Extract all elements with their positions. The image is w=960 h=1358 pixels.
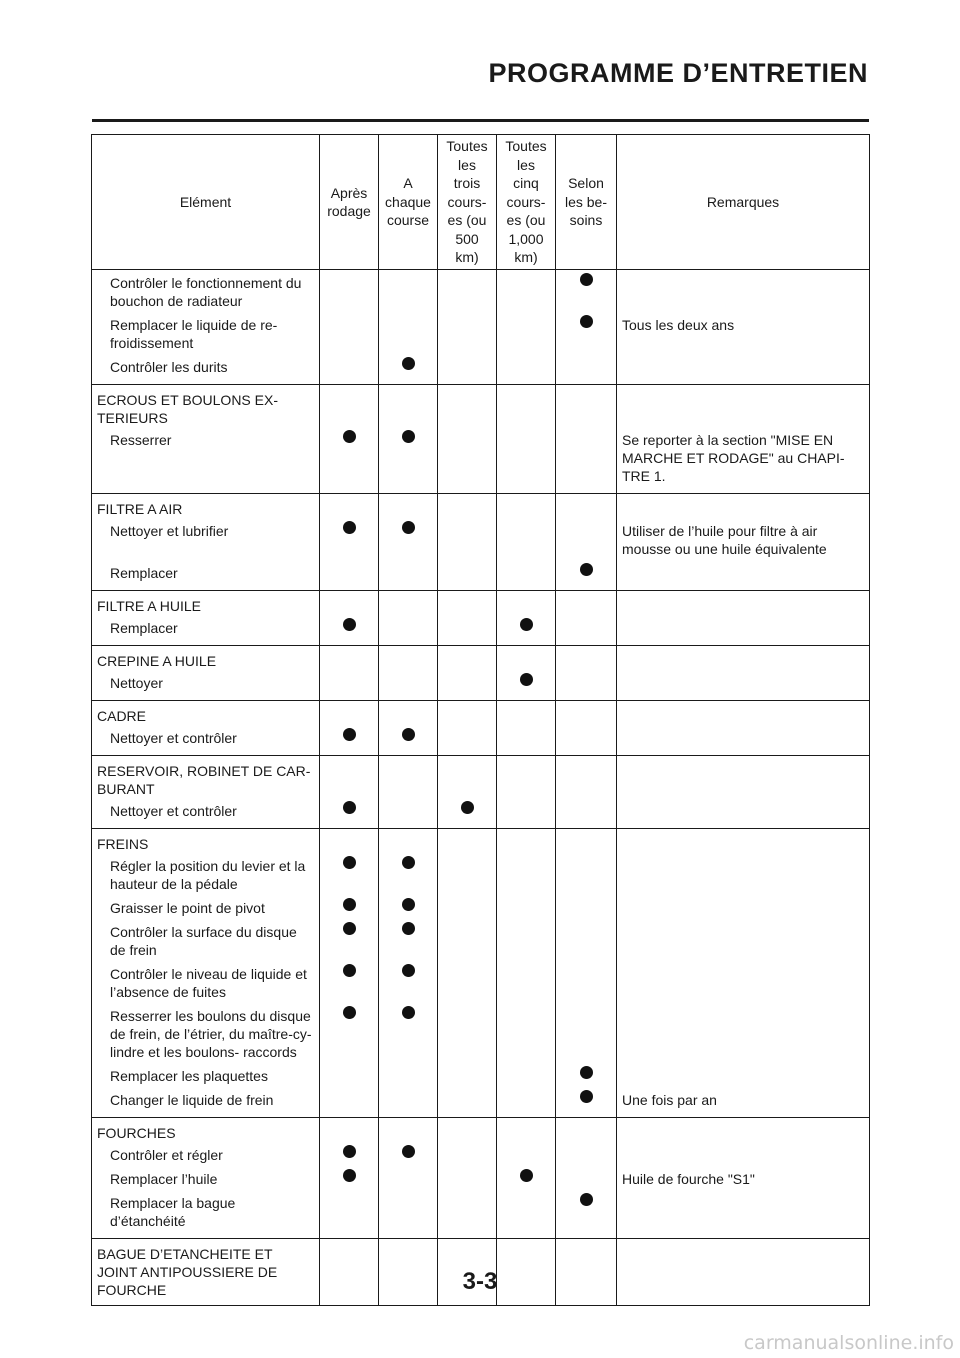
interval-cell [320, 829, 379, 1118]
interval-cell [379, 646, 438, 701]
table-row [92, 756, 870, 829]
group-title: CREPINE A HUILE [97, 653, 217, 669]
remarks-cell [617, 829, 870, 1118]
bullet-mark-icon [580, 1193, 593, 1206]
interval-cell [556, 756, 617, 829]
interval-cell [379, 591, 438, 646]
bullet-mark-icon [343, 922, 356, 935]
bullet-mark-icon [580, 315, 593, 328]
remarks-cell [617, 701, 870, 756]
interval-cell [379, 701, 438, 756]
element-cell [92, 591, 320, 646]
bullet-mark-icon [402, 922, 415, 935]
interval-cell [497, 756, 556, 829]
interval-cell [379, 494, 438, 591]
table-row [92, 494, 870, 591]
group-title: FREINS [97, 836, 149, 852]
column-header-5: Selon les be- soins [556, 135, 617, 270]
table-row [92, 646, 870, 701]
bullet-mark-icon [402, 1145, 415, 1158]
item-label: Contrôler le niveau de liquide et l’absence de fuites [110, 966, 307, 1000]
group-title: FILTRE A HUILE [97, 598, 201, 614]
item-label: Changer le liquide de frein [110, 1092, 274, 1108]
interval-cell [379, 270, 438, 385]
item-label: Remplacer la bague d’étanchéité [110, 1195, 236, 1229]
interval-cell [556, 270, 617, 385]
interval-cell [320, 494, 379, 591]
interval-cell [320, 591, 379, 646]
remarks-cell [617, 270, 870, 385]
group-title: BAGUE D’ETANCHEITE ET JOINT ANTIPOUSSIERE DE FOURCHE [97, 1246, 278, 1298]
remarks-cell [617, 591, 870, 646]
interval-cell [320, 646, 379, 701]
table-row [92, 829, 870, 1118]
interval-cell [556, 646, 617, 701]
element-cell [92, 385, 320, 494]
item-label: Nettoyer et lubrifier [110, 523, 229, 539]
interval-cell [497, 701, 556, 756]
element-cell [92, 756, 320, 829]
interval-cell [438, 756, 497, 829]
bullet-mark-icon [343, 898, 356, 911]
interval-cell [320, 385, 379, 494]
column-header-3: Toutes les trois cours- es (ou 500 km) [438, 135, 497, 270]
remarks-cell [617, 385, 870, 494]
bullet-mark-icon [402, 898, 415, 911]
element-cell [92, 1118, 320, 1239]
item-label: Contrôler et régler [110, 1147, 223, 1163]
interval-cell [438, 591, 497, 646]
interval-cell [556, 591, 617, 646]
bullet-mark-icon [343, 618, 356, 631]
interval-cell [497, 494, 556, 591]
table-row [92, 1118, 870, 1239]
remarks-cell [617, 646, 870, 701]
item-label: Remplacer le liquide de re- froidissement [110, 317, 278, 351]
interval-cell [497, 1118, 556, 1239]
element-cell [92, 270, 320, 385]
bullet-mark-icon [343, 521, 356, 534]
interval-cell [556, 494, 617, 591]
item-label: Remplacer [110, 565, 178, 581]
interval-cell [497, 591, 556, 646]
interval-cell [320, 270, 379, 385]
interval-cell [438, 1118, 497, 1239]
page-title: PROGRAMME D’ENTRETIEN [488, 58, 868, 88]
interval-cell [438, 270, 497, 385]
table-row [92, 701, 870, 756]
bullet-mark-icon [402, 728, 415, 741]
interval-cell [438, 385, 497, 494]
interval-cell [556, 385, 617, 494]
item-label: Nettoyer et contrôler [110, 803, 237, 819]
column-header-6: Remarques [617, 135, 870, 270]
table-row [92, 591, 870, 646]
table-header-row [92, 135, 870, 270]
interval-cell [379, 385, 438, 494]
group-title: FILTRE A AIR [97, 501, 183, 517]
bullet-mark-icon [343, 964, 356, 977]
bullet-mark-icon [402, 1006, 415, 1019]
interval-cell [556, 701, 617, 756]
interval-cell [379, 1118, 438, 1239]
remark-text: Tous les deux ans [622, 317, 735, 333]
interval-cell [320, 756, 379, 829]
element-cell [92, 494, 320, 591]
element-cell [92, 701, 320, 756]
group-title: FOURCHES [97, 1125, 176, 1141]
bullet-mark-icon [520, 618, 533, 631]
item-label: Nettoyer [110, 675, 163, 691]
item-label: Nettoyer et contrôler [110, 730, 237, 746]
bullet-mark-icon [520, 673, 533, 686]
interval-cell [438, 701, 497, 756]
remark-text: Une fois par an [622, 1092, 717, 1108]
item-label: Remplacer les plaquettes [110, 1068, 268, 1084]
remarks-cell [617, 494, 870, 591]
interval-cell [438, 494, 497, 591]
item-label: Contrôler le fonctionnement du bouchon de radiateur [110, 275, 302, 309]
bullet-mark-icon [580, 1090, 593, 1103]
group-title: CADRE [97, 708, 147, 724]
item-label: Régler la position du levier et la hauteur de la pédale [110, 858, 306, 892]
bullet-mark-icon [343, 1169, 356, 1182]
item-label: Resserrer les boulons du disque de frein, de l’étrier, du maître-cy- lindre et les boulons- raccords [110, 1008, 312, 1060]
interval-cell [497, 829, 556, 1118]
interval-cell [438, 829, 497, 1118]
item-label: Resserrer [110, 432, 172, 448]
item-label: Remplacer l’huile [110, 1171, 218, 1187]
table-row [92, 270, 870, 385]
title-divider [92, 119, 869, 122]
interval-cell [497, 385, 556, 494]
remarks-cell [617, 756, 870, 829]
interval-cell [379, 829, 438, 1118]
remark-text: Se reporter à la section "MISE EN MARCHE ET RODAGE" au CHAPI- TRE 1. [622, 432, 845, 484]
bullet-mark-icon [402, 430, 415, 443]
bullet-mark-icon [402, 964, 415, 977]
watermark: carmanualsonline.info [743, 1332, 954, 1354]
bullet-mark-icon [343, 728, 356, 741]
table-body [92, 270, 870, 1306]
bullet-mark-icon [402, 856, 415, 869]
bullet-mark-icon [343, 1145, 356, 1158]
interval-cell [379, 756, 438, 829]
interval-cell [556, 1118, 617, 1239]
column-header-1: Après rodage [320, 135, 379, 270]
bullet-mark-icon [520, 1169, 533, 1182]
interval-cell [438, 646, 497, 701]
bullet-mark-icon [580, 273, 593, 286]
interval-cell [497, 270, 556, 385]
bullet-mark-icon [461, 801, 474, 814]
item-label: Contrôler les durits [110, 359, 228, 375]
remarks-cell [617, 1118, 870, 1239]
bullet-mark-icon [343, 1006, 356, 1019]
bullet-mark-icon [580, 1066, 593, 1079]
bullet-mark-icon [580, 563, 593, 576]
element-cell [92, 829, 320, 1118]
page-number: 3-3 [462, 1268, 498, 1295]
interval-cell [320, 701, 379, 756]
interval-cell [556, 829, 617, 1118]
bullet-mark-icon [343, 856, 356, 869]
column-header-0: Elément [92, 135, 320, 270]
interval-cell [320, 1118, 379, 1239]
remark-text: Utiliser de l’huile pour filtre à air mousse ou une huile équivalente [622, 523, 827, 557]
group-title: ECROUS ET BOULONS EX- TERIEURS [97, 392, 279, 426]
remark-text: Huile de fourche "S1" [622, 1171, 755, 1187]
item-label: Graisser le point de pivot [110, 900, 265, 916]
group-title: RESERVOIR, ROBINET DE CAR- BURANT [97, 763, 311, 797]
bullet-mark-icon [343, 801, 356, 814]
maintenance-schedule-table [91, 134, 870, 1306]
bullet-mark-icon [402, 521, 415, 534]
table-row [92, 385, 870, 494]
column-header-2: A chaque course [379, 135, 438, 270]
bullet-mark-icon [343, 430, 356, 443]
element-cell [92, 646, 320, 701]
bullet-mark-icon [402, 357, 415, 370]
column-header-4: Toutes les cinq cours- es (ou 1,000 km) [497, 135, 556, 270]
item-label: Contrôler la surface du disque de frein [110, 924, 297, 958]
interval-cell [497, 646, 556, 701]
item-label: Remplacer [110, 620, 178, 636]
